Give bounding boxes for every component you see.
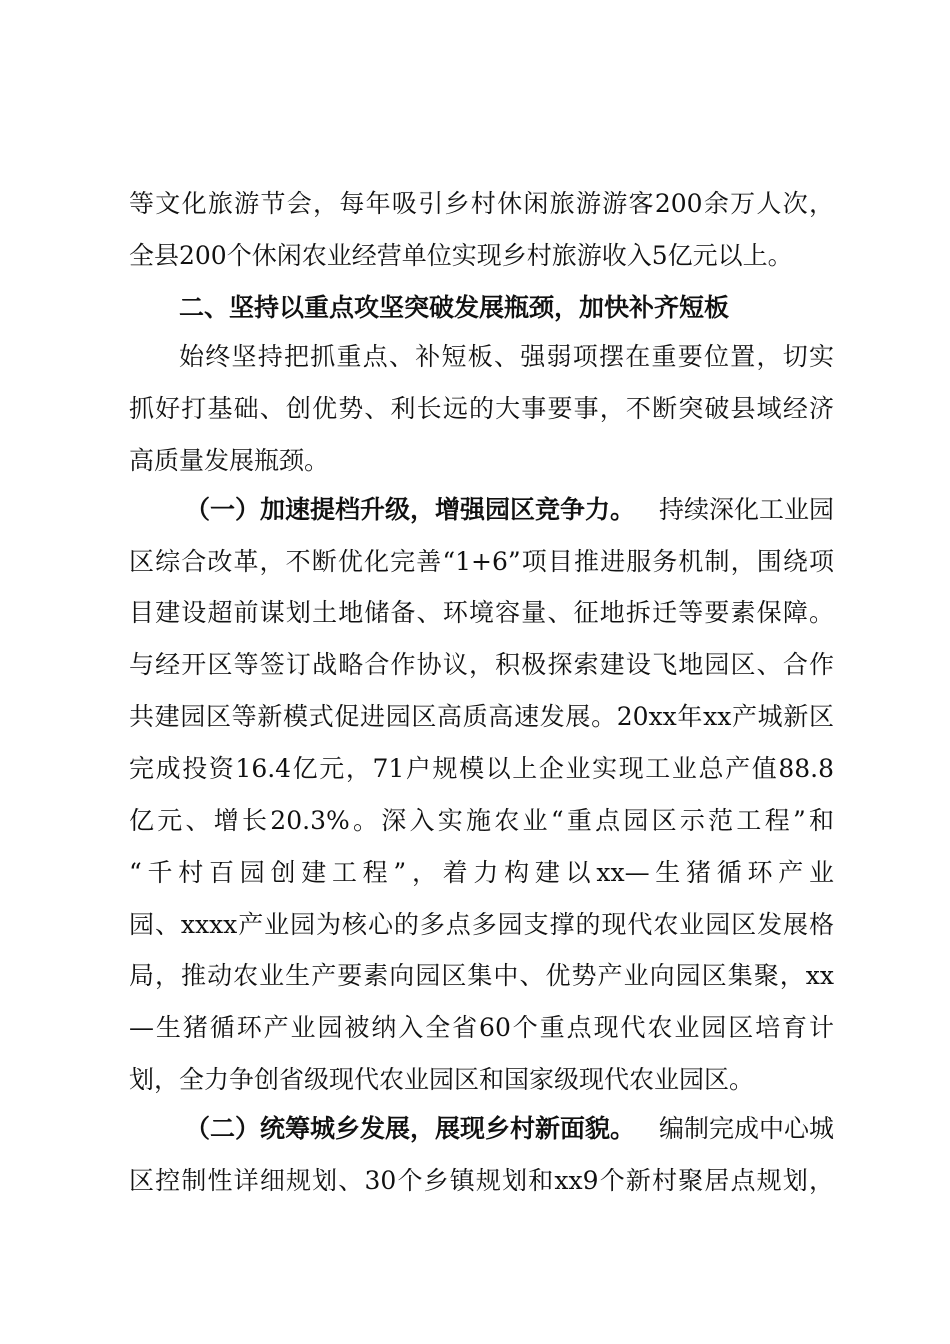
paragraph-text: 持续深化工业园 <box>658 495 834 524</box>
paragraph-line: 园、xxxx产业园为核心的多点多园支撑的现代农业园区发展格 <box>129 910 834 939</box>
subsection-line <box>185 1109 834 1149</box>
paragraph-line: “千村百园创建工程”，着力构建以xx—生猪循环产业 <box>129 858 834 887</box>
paragraph-line: 局，推动农业生产要素向园区集中、优势产业向园区集聚，xx <box>129 961 834 990</box>
subsection-line <box>185 490 834 530</box>
paragraph-line: 始终坚持把抓重点、补短板、强弱项摆在重要位置，切实 <box>179 342 834 371</box>
paragraph-line: 亿元、增长20.3%。深入实施农业“重点园区示范工程”和 <box>129 806 834 835</box>
section-heading: 二、坚持以重点攻坚突破发展瓶颈，加快补齐短板 <box>179 293 730 322</box>
paragraph-line: 目建设超前谋划土地储备、环境容量、征地拆迁等要素保障。 <box>129 598 834 627</box>
paragraph-line: 高质量发展瓶颈。 <box>129 446 330 475</box>
paragraph-line: —生猪循环产业园被纳入全省60个重点现代农业园区培育计 <box>129 1013 834 1042</box>
paragraph-text: 编制完成中心城 <box>658 1114 834 1143</box>
subsection-heading: （二）统筹城乡发展，展现乡村新面貌。 <box>185 1114 636 1143</box>
paragraph-line: 划，全力争创省级现代农业园区和国家级现代农业园区。 <box>129 1065 755 1094</box>
paragraph-line: 全县200个休闲农业经营单位实现乡村旅游收入5亿元以上。 <box>129 241 793 270</box>
paragraph-line: 区控制性详细规划、30个乡镇规划和xx9个新村聚居点规划， <box>129 1166 834 1195</box>
paragraph-line: 等文化旅游节会，每年吸引乡村休闲旅游游客200余万人次， <box>129 189 834 218</box>
paragraph-line: 抓好打基础、创优势、利长远的大事要事，不断突破县域经济 <box>129 394 834 423</box>
paragraph-line: 与经开区等签订战略合作协议，积极探索建设飞地园区、合作 <box>129 650 834 679</box>
subsection-heading: （一）加速提档升级，增强园区竞争力。 <box>185 495 636 524</box>
paragraph-line: 完成投资16.4亿元，71户规模以上企业实现工业总产值88.8 <box>129 754 834 783</box>
paragraph-line: 区综合改革，不断优化完善“1+6”项目推进服务机制，围绕项 <box>129 547 834 576</box>
paragraph-line: 共建园区等新模式促进园区高质高速发展。20xx年xx产城新区 <box>129 702 834 731</box>
